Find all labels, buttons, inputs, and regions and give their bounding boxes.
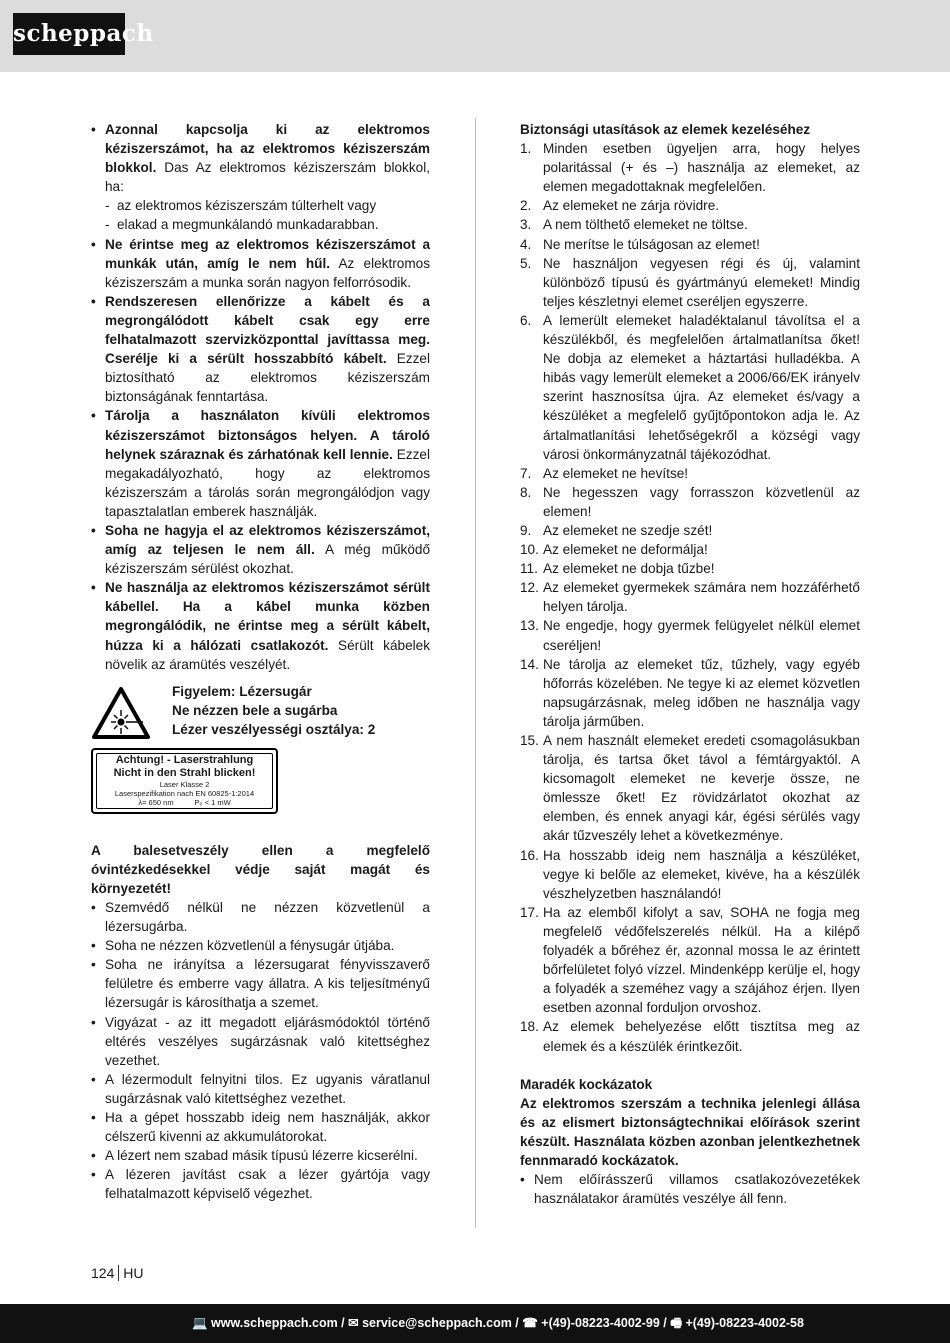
section-heading: A balesetveszély ellen a megfelelő óvintézkedésekkel védje saját magát és környezetét! bbox=[91, 842, 430, 896]
numbered-item bbox=[520, 464, 860, 483]
item-text: Az elemek behelyezése előtt tisztítsa meg az elemek és a készülék érintkezőit. bbox=[543, 1019, 860, 1054]
numbered-item bbox=[520, 846, 860, 903]
item-text: Ha hosszabb ideig nem használja a készüléket, vegye ki belőle az elemeket, kivéve, ha a készülék vészhelyzetben használandó! bbox=[543, 847, 860, 901]
numbered-item bbox=[520, 483, 860, 521]
item-text: Az elemeket ne hevítse! bbox=[543, 465, 689, 481]
list-item: • Ne használja az elektromos kéziszerszámot sérült kábellel. Ha a kábel munka közben megrongálódik, ne érintse meg a sérült kábelt, húzza ki a hálózati csatlakozót. Sérült kábelek növelik az áramütés veszélyét. bbox=[91, 578, 430, 673]
item-text: Ne merítse le túlságosan az elemet! bbox=[543, 236, 760, 252]
item-number: 10. bbox=[520, 542, 539, 558]
numbered-item bbox=[520, 903, 860, 1018]
column-divider bbox=[475, 118, 476, 1228]
battery-safety-list bbox=[520, 139, 860, 1056]
list-item: • Tárolja a használaton kívüli elektromos kéziszerszámot biztonságos helyen. A tároló helynek száraznak és zárhatónak kell lennie. Ezzel megakadályozható, hogy az elektromos kéziszerszám a tárolás során megrongálódjon vagy tapasztalatlan emberek használják. bbox=[91, 406, 430, 521]
numbered-item bbox=[520, 1017, 860, 1055]
item-number: 11. bbox=[520, 561, 538, 577]
list-item: • Soha ne nézzen közvetlenül a fénysugár útjába. bbox=[91, 936, 430, 955]
item-number: 9. bbox=[520, 522, 532, 538]
list-item: • Rendszeresen ellenőrizze a kábelt és a megrongálódott kábelt csak egy erre felhatalmazott szervizközponttal javíttassa meg. Cserélje ki a sérült hosszabbító kábelt. Ezzel biztosítható az elektromos kéziszerszám biztonságának fenntartása. bbox=[91, 292, 430, 407]
item-text: A lemerült elemeket haladéktalanul távolítsa el a készülékből, és megfelelően ártalmatlanítsa őket! Ne dobja az elemeket a háztartási hulladékba. A hibás vagy lemerült elemeket a 2006/66/EK irányelv szerint hasznosítsa újra. Az elemeket és/vagy a készüléket a megfelelő gyűjtőpontokon adja le. Az ártalmatlanítási lehetőségekről a községi vagy városi önkormányzatnál tájékozódhat. bbox=[543, 312, 860, 462]
item-number: 5. bbox=[520, 255, 532, 271]
list-item: • Soha ne irányítsa a lézersugarat fényvisszaverő felületre és emberre vagy állatra. A kis teljesítményű lézersugár is károsíthatja a szemet. bbox=[91, 955, 430, 1012]
item-number: 16. bbox=[520, 847, 539, 863]
list-item: • Ha a gépet hosszabb ideig nem használják, akkor célszerű kivenni az akkumulátorokat. bbox=[91, 1108, 430, 1146]
list-item: • Soha ne hagyja el az elektromos kéziszerszámot, amíg az teljesen le nem áll. A még működő kéziszerszám sérülést okozhat. bbox=[91, 521, 430, 578]
item-number: 14. bbox=[520, 656, 539, 672]
residual-intro: Az elektromos szerszám a technika jelenlegi állása és az elismert biztonságtechnikai előírások szerint készült. Használata közben azonban jelentkezhetnek fennmaradó kockázatok. bbox=[520, 1095, 860, 1168]
numbered-item bbox=[520, 731, 860, 846]
numbered-item bbox=[520, 559, 860, 578]
item-number: 2. bbox=[520, 198, 532, 214]
item-text: Minden esetben ügyeljen arra, hogy helyes polaritással (+ és –) használja az elemeket, az elemen megadottaknak megfelelően. bbox=[543, 141, 860, 195]
list-item: • Szemvédő nélkül ne nézzen közvetlenül a lézersugárba. bbox=[91, 898, 430, 936]
right-column bbox=[520, 120, 860, 1208]
numbered-item bbox=[520, 215, 860, 234]
item-text: Ne hegesszen vagy forrasszon közvetlenül az elemen! bbox=[543, 484, 860, 519]
numbered-item bbox=[520, 578, 860, 616]
item-number: 17. bbox=[520, 904, 539, 920]
numbered-item bbox=[520, 540, 860, 559]
item-number: 4. bbox=[520, 236, 532, 252]
contact-footer: 💻 www.scheppach.com / ✉ service@scheppach.com / ☎ +(49)-08223-4002-99 / 🖷 +(49)-08223-4002-58 bbox=[0, 1304, 950, 1343]
numbered-item bbox=[520, 235, 860, 254]
brand-logo: scheppach bbox=[13, 13, 125, 55]
list-item: • Ne érintse meg az elektromos kéziszerszámot a munkák után, amíg le nem hűl. Az elektromos kéziszerszám a munka során nagyon felforrósodik. bbox=[91, 235, 430, 292]
item-text: Az elemeket ne zárja rövidre. bbox=[543, 198, 720, 214]
laser-warning-icon bbox=[91, 686, 151, 740]
numbered-item bbox=[520, 521, 860, 540]
item-number: 13. bbox=[520, 618, 539, 634]
numbered-item bbox=[520, 139, 860, 196]
item-number: 1. bbox=[520, 141, 532, 157]
left-column bbox=[91, 120, 430, 1204]
page-number: 124 HU bbox=[91, 1265, 144, 1281]
section-heading: Biztonsági utasítások az elemek kezeléséhez bbox=[520, 122, 811, 137]
numbered-item bbox=[520, 655, 860, 731]
laser-warning-text: Figyelem: Lézersugár Ne nézzen bele a sugárba Lézer veszélyességi osztálya: 2 bbox=[172, 683, 376, 737]
header-bar bbox=[0, 0, 950, 72]
item-text: Ha az elemből kifolyt a sav, SOHA ne fogja meg megfelelő védőfelszerelés nélkül. Ha a kilépő folyadék a bőréhez ér, azonnal mossa le az érintett bőrfelületet folyó vízzel. Mindenképp kerülje el, hogy a folyadék a szeméhez vagy a szájához érjen. Ilyen esetben azonnal forduljon orvoshoz. bbox=[543, 904, 860, 1016]
list-item: - elakad a megmunkálandó munkadarabban. bbox=[91, 215, 430, 234]
item-number: 15. bbox=[520, 733, 539, 748]
item-text: A nem használt elemeket eredeti csomagolásukban tárolja, és tartsa őket távol a fémtárgyaktól. A kicsomagolt elemeket ne keverje össze, ne ömlessze őket! Ez rövidzárlatot okozhat az elemben, és ennek anyagi kár, égési sérülés vagy akár tűzveszély lehet a következménye. bbox=[543, 733, 860, 844]
item-text: Ne használjon vegyesen régi és új, valamint különböző típusú és gyártmányú elemeket! Mindig teljes készletnyi elemet cseréljen egyszerre. bbox=[543, 255, 860, 309]
numbered-item bbox=[520, 311, 860, 464]
item-text: Az elemeket gyermekek számára nem hozzáférhető helyen tárolja. bbox=[543, 580, 860, 615]
item-text: Ne tárolja az elemeket tűz, tűzhely, vagy egyéb hőforrás közelében. Ne tegye ki az elemet közvetlen napsugárzásnak, meleg időben ne használja vagy tárolja járműben. bbox=[543, 656, 860, 729]
numbered-item bbox=[520, 196, 860, 215]
list-item: • Nem előírásszerű villamos csatlakozóvezetékek használatakor áramütés veszélye áll fenn. bbox=[520, 1170, 860, 1208]
item-text: Ne engedje, hogy gyermek felügyelet nélkül elemet cseréljen! bbox=[543, 618, 860, 653]
item-text: Az elemeket ne szedje szét! bbox=[543, 522, 713, 538]
list-item: • A lézermodult felnyitni tilos. Ez ugyanis váratlanul sugárzásnak való kitettséghez vezethet. bbox=[91, 1070, 430, 1108]
list-item: • Vigyázat - az itt megadott eljárásmódoktól történő eltérés veszélyes sugárzásnak való kitettséghez vezethet. bbox=[91, 1013, 430, 1070]
item-text: Az elemeket ne dobja tűzbe! bbox=[543, 561, 715, 577]
section-heading: Maradék kockázatok bbox=[520, 1076, 653, 1092]
list-item: • A lézeren javítást csak a lézer gyártója vagy felhatalmazott képviselő végezhet. bbox=[91, 1165, 430, 1203]
item-number: 7. bbox=[520, 465, 532, 481]
laser-warning bbox=[91, 682, 430, 822]
list-item: - az elektromos kéziszerszám túlterhelt vagy bbox=[91, 196, 430, 215]
item-text: Az elemeket ne deformálja! bbox=[543, 542, 708, 558]
item-text: A nem tölthető elemeket ne töltse. bbox=[543, 217, 748, 233]
numbered-item bbox=[520, 616, 860, 654]
item-number: 3. bbox=[520, 217, 532, 233]
item-number: 12. bbox=[520, 580, 539, 596]
item-number: 6. bbox=[520, 312, 532, 328]
item-number: 8. bbox=[520, 484, 532, 500]
item-number: 18. bbox=[520, 1019, 539, 1035]
numbered-item bbox=[520, 254, 860, 311]
laser-class-label: Achtung! - Laserstrahlung Nicht in den Strahl blicken! Laser Klasse 2 Laserspezifikation nach EN 60825-1:2014 λ= 650 nm P₀ < 1 mW bbox=[91, 748, 278, 814]
list-item: • A lézert nem szabad másik típusú lézerre kicserélni. bbox=[91, 1146, 430, 1165]
list-item: • Azonnal kapcsolja ki az elektromos kéziszerszámot, ha az elektromos kéziszerszám blokkol. Das Az elektromos kéziszerszám blokkol, ha: bbox=[91, 120, 430, 196]
